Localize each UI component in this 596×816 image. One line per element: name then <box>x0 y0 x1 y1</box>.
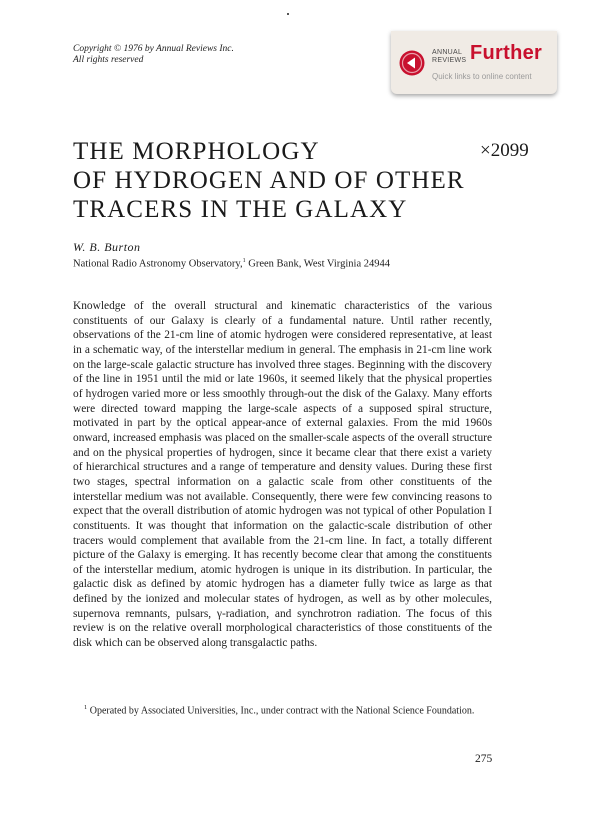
title-line: TRACERS IN THE GALAXY <box>73 196 408 223</box>
copyright-notice <box>73 44 234 66</box>
article-title <box>73 137 465 224</box>
title-line: THE MORPHOLOGY <box>73 138 320 165</box>
copyright-line: Copyright © 1976 by Annual Reviews Inc. <box>73 44 234 54</box>
red-circle-play-icon <box>399 50 425 76</box>
reviews-label: REVIEWS <box>432 56 467 64</box>
footnote-ref: 1 <box>242 258 246 264</box>
affiliation-place: Green Bank, West Virginia 24944 <box>245 258 390 270</box>
affiliation-name: National Radio Astronomy Observatory, <box>73 258 243 270</box>
footnote-text: Operated by Associated Universities, Inc., under contract with the National Science Foundation. <box>87 705 475 717</box>
article-code: ×2099 <box>480 140 529 161</box>
annual-label: ANNUAL <box>432 49 463 56</box>
page-number: 275 <box>475 753 493 765</box>
annual-reviews-wordmark <box>432 49 466 64</box>
author-name: W. B. Burton <box>73 240 141 254</box>
footnote <box>73 701 492 718</box>
further-label: Further <box>470 42 543 64</box>
body-paragraph: Knowledge of the overall structural and kinematic characteristics of the various constituents of our Galaxy is clearly of a fundamental nature. Until rather recently, observations of the 21-cm line of atomic hydrogen were considered representative, at least in a schematic way, of the interstellar medium in general. The emphasis in 21-cm line work on the large-scale galactic structure has involved three stages. Beginning with the discovery of the line in 1951 until the mid or late 1960s, it seemed likely that the physical properties of hydrogen varied more or less smoothly through-out the disk of the Galaxy. Many efforts were directed toward mapping the large-scale aspects of a supposed spiral structure, motivated in part by the optical appear-ance of external galaxies. From the mid 1960s onward, increased emphasis was placed on the smaller-scale aspects of the overall structure and on the physical properties of hydrogen, since it became clear that there exist a variety of hierarchical structures and a range of temperature and density values. During these first two stages, spectral information on a galactic scale from other constituents of the interstellar medium was not available. Consequently, there were few convincing reasons to expect that the overall distribution of atomic hydrogen was not typical of other Population I constituents. It was thought that information on the galactic-scale distribution of other tracers would complement that available from the 21-cm line. In fact, a totally different picture of the Galaxy is emerging. It has recently become clear that among the constituents of the interstellar medium, atomic hydrogen is unique in its distribution. In particular, the galactic disk as defined by atomic hydrogen has a diameter fully twice as large as that defined by the ionized and molecular states of hydrogen, as well as by other molecules, supernova remnants, pulsars, γ-radiation, and synchrotron radiation. The focus of this review is on the relative overall morphological characteristics of those constituents of the disk which can be observed along transgalactic paths. <box>73 300 492 650</box>
author-affiliation <box>73 258 390 270</box>
title-line: OF HYDROGEN AND OF OTHER <box>73 167 465 194</box>
rights-line: All rights reserved <box>73 55 144 65</box>
speck-mark <box>287 13 289 15</box>
footnote-mark: 1 <box>84 704 88 711</box>
quick-links-label: Quick links to online content <box>432 72 532 81</box>
annual-reviews-further-badge[interactable] <box>391 31 557 94</box>
